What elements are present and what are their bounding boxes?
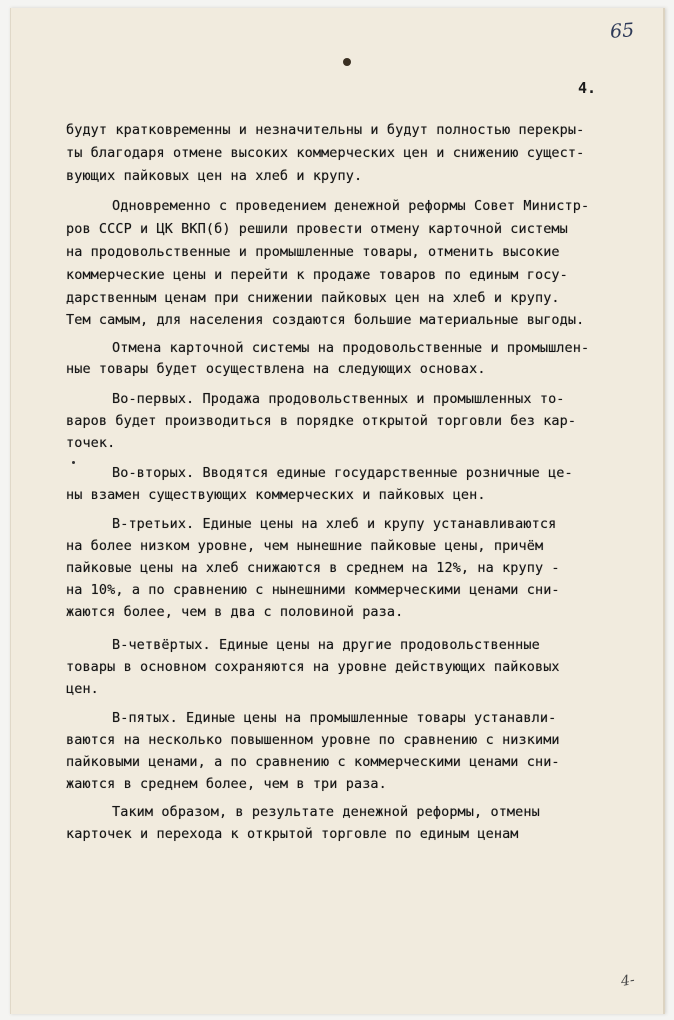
text-line: Во-первых. Продажа продовольственных и промышленных то- (112, 391, 565, 407)
text-line: жаются более, чем в два с половиной раза. (66, 604, 404, 620)
text-line: В-пятых. Единые цены на промышленные товары устанавли- (112, 710, 557, 726)
text-line: дарственным ценам при снижении пайковых цен на хлеб и крупу. (66, 290, 560, 306)
corner-pencil-mark: 4- (619, 972, 636, 990)
text-line: на более низком уровне, чем нынешние пайковые цены, причём (66, 538, 544, 554)
text-line: ны взамен существующих коммерческих и пайковых цен. (66, 487, 486, 503)
text-line: ров СССР и ЦК ВКП(б) решили провести отмену карточной системы (66, 221, 568, 237)
text-line: ты благодаря отмене высоких коммерческих цен и снижению сущест- (66, 145, 585, 161)
text-line: ные товары будет осуществлена на следующих основах. (66, 361, 486, 377)
text-line: ваются на несколько повышенном уровне по сравнению с низкими (66, 732, 560, 748)
text-line: Во-вторых. Вводятся единые государственные розничные це- (112, 465, 573, 481)
page-number: 4. (578, 79, 597, 97)
text-line: Тем самым, для населения создаются большие материальные выгоды. (66, 312, 585, 328)
punch-hole (343, 58, 351, 66)
handwritten-folio-number: 65 (609, 19, 635, 43)
text-line: В-третьих. Единые цены на хлеб и крупу устанавливаются (112, 516, 557, 532)
text-line: варов будет производиться в порядке открытой торговли без кар- (66, 413, 577, 429)
text-line: коммерческие цены и перейти к продаже товаров по единым госу- (66, 267, 568, 283)
text-line: будут кратковременны и незначительны и будут полностью перекры- (66, 122, 585, 138)
text-line: Таким образом, в результате денежной реформы, отмены (112, 804, 540, 820)
text-line: жаются в среднем более, чем в три раза. (66, 776, 387, 792)
text-line: пайковые цены на хлеб снижаются в среднем на 12%, на крупу - (66, 560, 560, 576)
text-line: товары в основном сохраняются на уровне действующих пайковых (66, 659, 560, 675)
text-line: пайковыми ценами, а по сравнению с коммерческими ценами сни- (66, 754, 560, 770)
text-line: В-четвёртых. Единые цены на другие продовольственные (112, 637, 540, 653)
text-line: на продовольственные и промышленные товары, отменить высокие (66, 244, 560, 260)
text-line: Одновременно с проведением денежной реформы Совет Министр- (112, 198, 590, 214)
text-line: точек. (66, 435, 116, 451)
text-line: карточек и перехода к открытой торговле по единым ценам (66, 826, 519, 842)
text-line: Отмена карточной системы на продовольственные и промышлен- (112, 340, 590, 356)
text-line: на 10%, а по сравнению с нынешними коммерческими ценами сни- (66, 582, 560, 598)
text-line: цен. (66, 681, 99, 697)
text-line: вующих пайковых цен на хлеб и крупу. (66, 168, 363, 184)
ink-speck (72, 461, 75, 464)
